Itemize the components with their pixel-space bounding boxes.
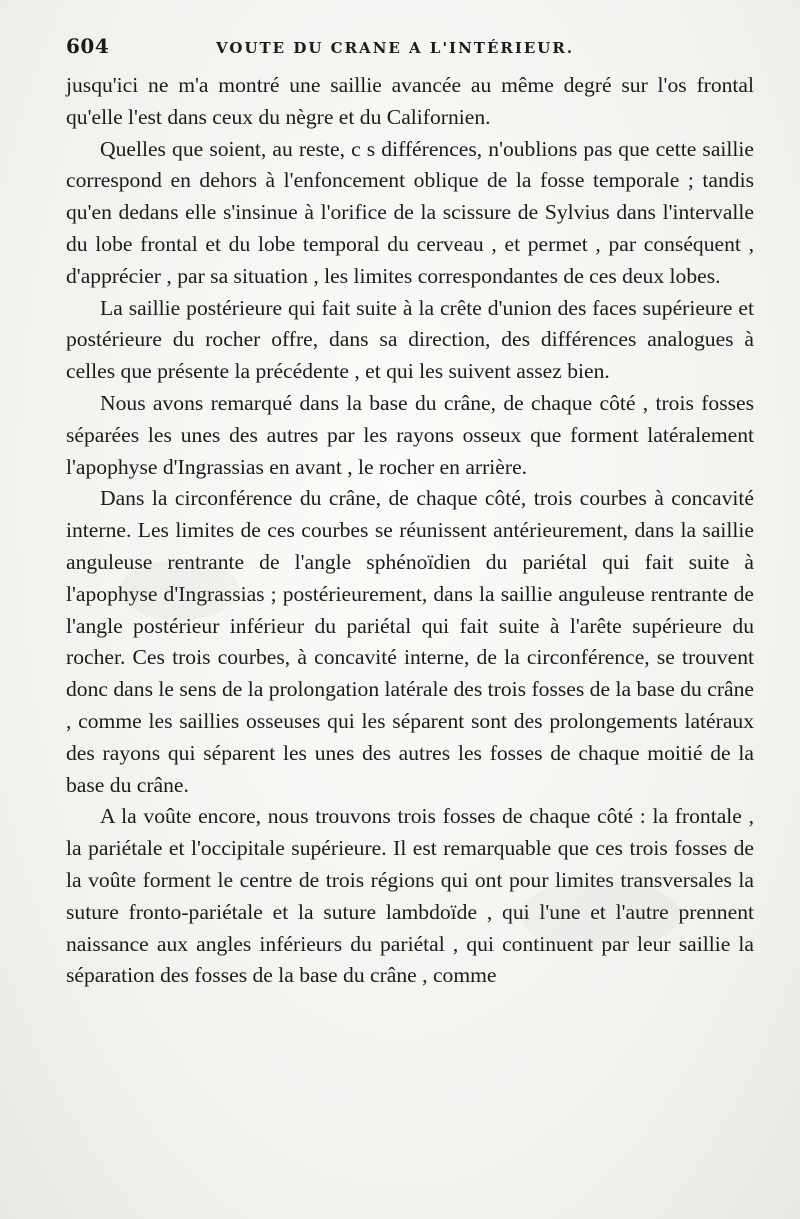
page-number: 604 <box>66 34 110 58</box>
paragraph: La saillie postérieure qui fait suite à la crête d'union des faces supérieure et postérieure du rocher offre, dans sa direction, des différences analogues à celles que présente la précédente , et qui les suivent assez bien. <box>66 295 754 384</box>
paragraph: A la voûte encore, nous trouvons trois fosses de chaque côté : la frontale , la pariétale et l'occipitale supérieure. Il est remarquable que ces trois fosses de la voûte forment le centre de trois régions qui ont pour limites transversales la suture fronto-pariétale et la suture lambdoïde , qui l'une et l'autre prennent naissance aux angles inférieurs du pariétal , qui continuent par leur saillie la séparation des fosses de la base du crâne , comme <box>66 804 754 988</box>
running-title: VOUTE DU CRANE A L'INTÉRIEUR. <box>216 39 575 57</box>
running-head <box>66 34 754 74</box>
body-text <box>66 70 754 992</box>
paragraph: Quelles que soient, au reste, c s différences, n'oublions pas que cette saillie correspond en dehors à l'enfoncement oblique de la fosse temporale ; tandis qu'en dedans elle s'insinue à l'orifice de la scissure de Sylvius dans l'intervalle du lobe frontal et du lobe temporal du cerveau , et permet , par conséquent , d'apprécier , par sa situation , les limites correspondantes de ces deux lobes. <box>66 136 754 288</box>
page-smudge <box>520 880 680 950</box>
paragraph: Nous avons remarqué dans la base du crâne, de chaque côté , trois fosses séparées les unes des autres par les rayons osseux que forment latéralement l'apophyse d'Ingrassias en avant , le rocher en arrière. <box>66 390 754 479</box>
page-smudge <box>120 560 240 620</box>
paragraph: jusqu'ici ne m'a montré une saillie avancée au même degré sur l'os frontal qu'elle l'est dans ceux du nègre et du Californien. <box>66 73 754 129</box>
paragraph: Dans la circonférence du crâne, de chaque côté, trois courbes à concavité interne. Les limites de ces courbes se réunissent antérieurement, dans la saillie anguleuse rentrante de l'angle sphénoïdien du pariétal qui fait suite à l'apophyse d'Ingrassias ; postérieurement, dans la saillie anguleuse rentrante de l'angle postérieur inférieur du pariétal qui fait suite à l'arête supérieure du rocher. Ces trois courbes, à concavité interne, de la circonférence, se trouvent donc dans le sens de la prolongation latérale des trois fosses de la base du crâne , comme les saillies osseuses qui les séparent sont des prolongements latéraux des rayons qui séparent les unes des autres les fosses de chaque moitié de la base du crâne. <box>66 486 754 797</box>
